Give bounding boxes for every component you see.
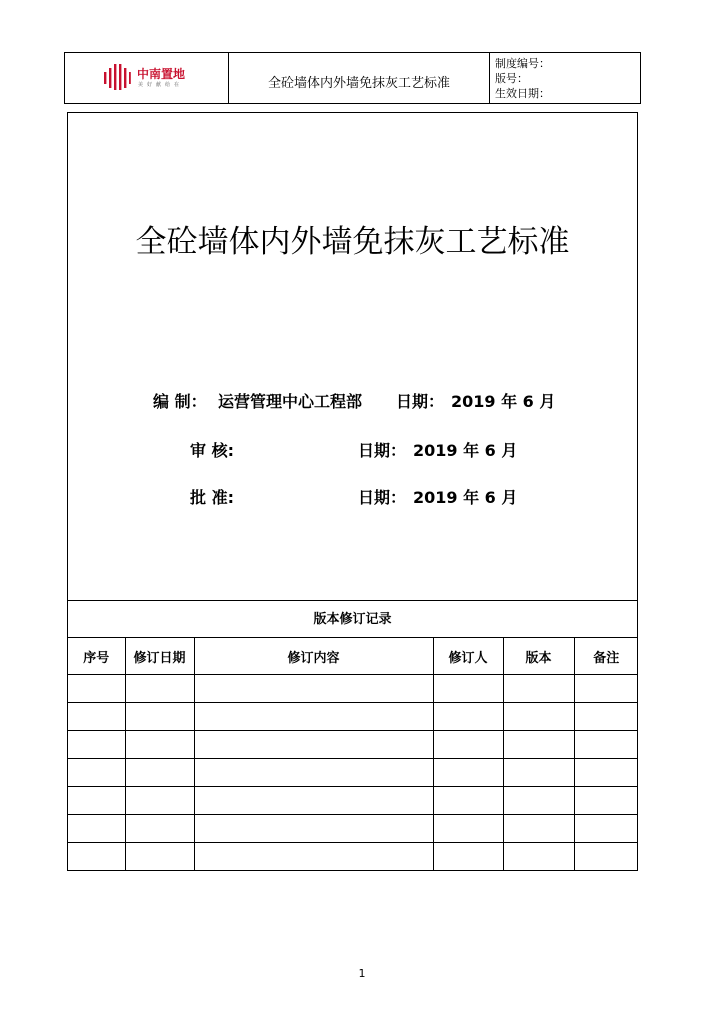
prepared-date-label: 日期： bbox=[396, 392, 445, 411]
doc-number-label: 制度编号： bbox=[495, 57, 550, 70]
prepared-date: 2019 年 6 月 bbox=[451, 392, 556, 411]
version-label: 版号： bbox=[495, 72, 528, 85]
table-row bbox=[68, 815, 638, 843]
review-date-label: 日期： bbox=[358, 441, 407, 460]
prepared-by: 运营管理中心工程部 bbox=[218, 392, 363, 411]
revision-table-title: 版本修订记录 bbox=[68, 600, 637, 638]
cover-frame bbox=[67, 112, 638, 871]
col-version: 版本 bbox=[503, 638, 574, 675]
table-row bbox=[68, 675, 638, 703]
header-title: 全砼墙体内外墙免抹灰工艺标准 bbox=[267, 76, 450, 91]
revision-table bbox=[68, 637, 638, 871]
col-seq: 序号 bbox=[68, 638, 125, 675]
company-slogan: 美好献给在 bbox=[138, 82, 184, 88]
table-row bbox=[68, 759, 638, 787]
header-meta-cell bbox=[490, 53, 640, 103]
approve-label: 批 准: bbox=[190, 488, 234, 507]
review-date: 2019 年 6 月 bbox=[413, 441, 518, 460]
col-remarks: 备注 bbox=[574, 638, 638, 675]
logo-cell bbox=[65, 53, 229, 103]
col-reviser: 修订人 bbox=[433, 638, 503, 675]
approve-date: 2019 年 6 月 bbox=[413, 488, 518, 507]
table-row bbox=[68, 843, 638, 871]
revision-table-header bbox=[68, 638, 638, 675]
table-row bbox=[68, 703, 638, 731]
review-label: 审 核: bbox=[190, 441, 234, 460]
col-content: 修订内容 bbox=[194, 638, 433, 675]
prepared-label: 编 制： bbox=[153, 392, 207, 411]
table-row bbox=[68, 731, 638, 759]
page-number: 1 bbox=[358, 967, 366, 980]
col-date: 修订日期 bbox=[125, 638, 194, 675]
company-logo-icon bbox=[103, 63, 131, 91]
effective-date-label: 生效日期： bbox=[495, 87, 550, 100]
table-row bbox=[68, 787, 638, 815]
document-header bbox=[64, 52, 641, 104]
approve-date-label: 日期： bbox=[358, 488, 407, 507]
header-title-cell bbox=[229, 53, 490, 103]
document-title: 全砼墙体内外墙免抹灰工艺标准 bbox=[135, 224, 570, 260]
company-name: 中南置地 bbox=[137, 67, 186, 81]
